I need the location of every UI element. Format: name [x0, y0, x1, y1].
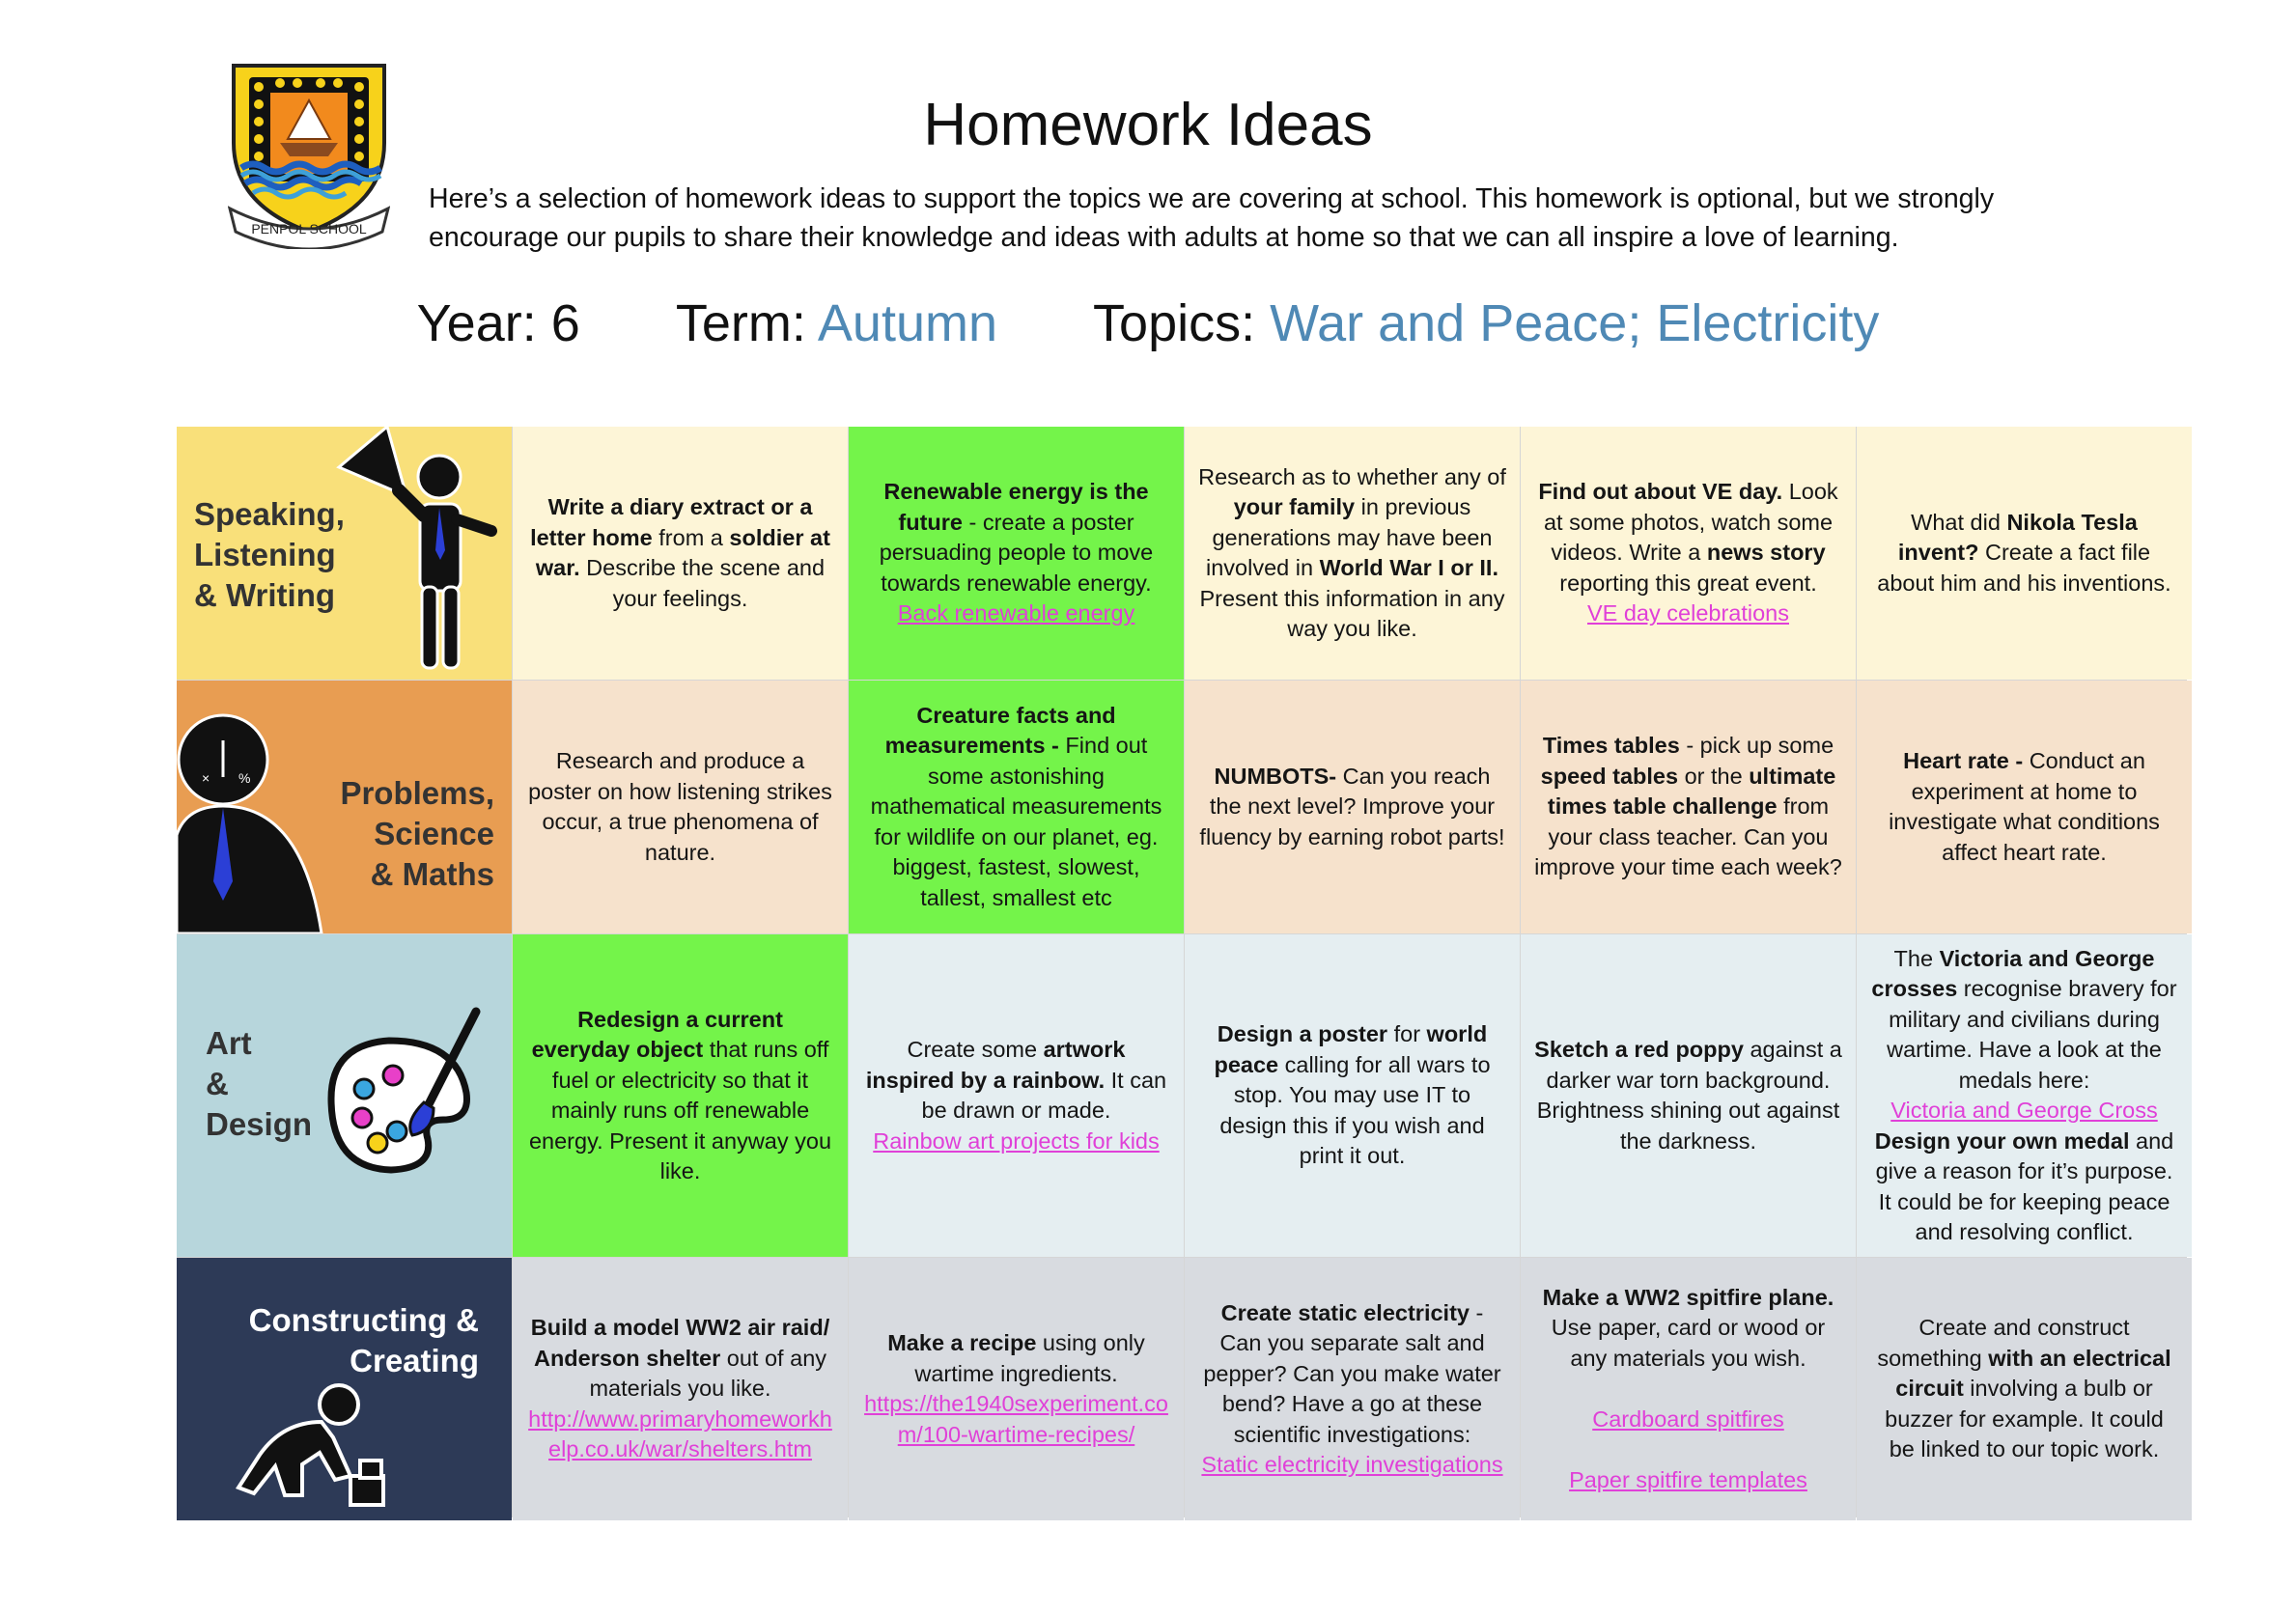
task-text [1870, 944, 2178, 1248]
task-cell [1857, 681, 2192, 933]
task-text-bold: Victoria and George crosses [1871, 945, 2155, 1001]
task-text-segment: and give a reason for it’s purpose. It could be for keeping peace and resolving conflict. [1875, 1127, 2174, 1244]
task-text-segment: Create and construct something [1877, 1315, 2130, 1371]
page-title: Homework Ideas [923, 92, 1373, 158]
task-text-bold: Heart rate - [1903, 748, 2024, 773]
task-text [1534, 1035, 1842, 1156]
svg-text:×: × [202, 770, 210, 786]
row-header-art [177, 934, 512, 1257]
row-header-constructing [177, 1258, 512, 1520]
task-text [1198, 462, 1506, 645]
task-text-segment: - Can you separate salt and pepper? Can you make water bend? Have a go at these scientific investigations: [1203, 1299, 1501, 1447]
task-text-segment: Create some [907, 1037, 1044, 1062]
task-text-segment: from a [652, 524, 730, 550]
task-text [1534, 477, 1842, 629]
intro-line-2: encourage our pupils to share their knowledge and ideas with adults at home so that we can all inspire a love of learning. [429, 222, 1899, 253]
term-value: Autumn [817, 294, 997, 352]
task-cell [513, 1258, 848, 1520]
row-header-problems [177, 681, 512, 933]
task-cell [1185, 1258, 1520, 1520]
task-text [1534, 731, 1842, 883]
resource-link[interactable]: Cardboard spitfires [1592, 1405, 1784, 1432]
task-cell [849, 681, 1184, 933]
task-text-bold: soldier at war. [535, 524, 830, 580]
thinking-person-icon [177, 700, 341, 933]
task-cell [513, 934, 848, 1257]
task-text-bold: Nikola Tesla invent? [1897, 509, 2138, 566]
task-text-segment: in previous generations may have been involved in [1206, 494, 1493, 580]
task-text-segment: using only wartime ingredients. [914, 1330, 1145, 1386]
resource-link[interactable]: VE day celebrations [1586, 600, 1789, 626]
task-text-bold: Design a poster [1217, 1021, 1388, 1047]
task-text-bold: Find out about VE day. [1538, 479, 1783, 505]
task-text-segment: The [1893, 945, 1940, 971]
task-text-segment: Research as to whether any of [1198, 463, 1506, 489]
year-label: Year: [416, 294, 537, 352]
task-text [862, 701, 1170, 914]
task-cell [849, 427, 1184, 680]
topics-value: War and Peace; Electricity [1270, 294, 1880, 352]
row-header-label: Speaking, Listening & Writing [194, 496, 345, 613]
task-text-segment: Describe the scene and your feelings. [579, 555, 826, 611]
task-text [526, 1005, 834, 1187]
task-text-bold: Redesign a current everyday object [531, 1006, 783, 1062]
task-cell [849, 1258, 1184, 1520]
term-label: Term: [675, 294, 806, 352]
task-text-bold: Build a model WW2 air raid/ Anderson shelter [530, 1315, 830, 1371]
task-text-bold: with an electrical circuit [1895, 1345, 2171, 1402]
task-cell [1185, 427, 1520, 680]
task-text [526, 1313, 834, 1465]
task-cell [1185, 681, 1520, 933]
task-text-segment: Look at some photos, watch some videos. Write a [1543, 479, 1838, 566]
crest-banner-text: PENPOL SCHOOL [251, 221, 367, 237]
resource-link[interactable]: Static electricity investigations [1201, 1452, 1503, 1477]
task-text-segment: for [1387, 1021, 1427, 1047]
task-cell [1857, 1258, 2192, 1520]
task-text-bold: Create static electricity [1220, 1299, 1470, 1325]
task-text [862, 477, 1170, 629]
task-text-segment: Find out some astonishing mathematical measurements for wildlife on our planet, eg. biggest, fastest, slowest, tallest, smallest etc [870, 733, 1162, 910]
year-value: 6 [550, 294, 580, 352]
task-text-bold: World War I or II. [1319, 555, 1498, 580]
intro-line-1: Here’s a selection of homework ideas to support the topics we are covering at school. This homework is optional, but we strongly [429, 183, 1995, 214]
task-text-bold: Write a diary extract or a letter home [530, 494, 813, 550]
task-text [526, 746, 834, 868]
task-text-bold: your family [1233, 494, 1356, 519]
row-header-label: Problems, Science & Maths [340, 775, 494, 892]
task-cell [1521, 934, 1856, 1257]
resource-link[interactable]: https://the1940sexperiment.com/100-wartime-recipes/ [864, 1391, 1168, 1447]
task-cell [513, 427, 848, 680]
task-text-bold: Make a recipe [887, 1330, 1037, 1355]
task-text-bold: Sketch a red poppy [1534, 1037, 1744, 1062]
task-text-segment: against a darker war torn background. Brightness shining out against the darkness. [1536, 1037, 1842, 1154]
task-text [1198, 762, 1506, 853]
task-cell [513, 681, 848, 933]
task-text-bold: Times tables [1542, 733, 1680, 759]
task-text [1870, 746, 2178, 868]
resource-link[interactable]: Paper spitfire templates [1569, 1466, 1807, 1492]
task-text-bold: Make a WW2 spitfire plane. [1542, 1284, 1834, 1310]
task-text-segment: reporting this great event. [1559, 570, 1817, 596]
task-text-bold: speed tables [1540, 763, 1679, 789]
task-text-segment: Can you reach the next level? Improve your fluency by earning robot parts! [1199, 763, 1505, 849]
intro-text [429, 180, 2128, 257]
task-text [526, 492, 834, 614]
resource-link[interactable]: http://www.primaryhomeworkhelp.co.uk/war/shelters.htm [528, 1405, 832, 1462]
topics-label: Topics: [1093, 294, 1256, 352]
task-text-segment: recognise bravery for military and civilians during wartime. Have a look at the medals here: [1887, 976, 2177, 1093]
task-text-segment: It can be drawn or made. [921, 1067, 1167, 1123]
task-text-segment: involving a bulb or buzzer for example. It could be linked to our topic work. [1885, 1376, 2164, 1462]
task-cell [1857, 934, 2192, 1257]
task-text-bold: news story [1706, 540, 1826, 566]
task-text-segment: that runs off fuel or electricity so that it mainly runs off renewable energy. Present it anyway you like. [528, 1037, 832, 1183]
task-text-segment: out of any materials you like. [589, 1345, 827, 1402]
task-text-segment: or the [1678, 763, 1750, 789]
task-text-segment: Use paper, card or wood or any materials you wish. [1551, 1315, 1826, 1371]
task-cell [849, 934, 1184, 1257]
megaphone-person-icon [331, 427, 512, 680]
resource-link[interactable]: Rainbow art projects for kids [873, 1127, 1160, 1154]
task-cell [1521, 427, 1856, 680]
task-text [1870, 508, 2178, 599]
task-text [862, 1035, 1170, 1156]
task-text [1198, 1019, 1506, 1172]
task-cell [1521, 1258, 1856, 1520]
row-header-label: Constructing & Creating [248, 1302, 479, 1378]
task-cell [1521, 681, 1856, 933]
resource-link[interactable]: Victoria and George Cross [1890, 1098, 2158, 1123]
task-text-segment: - pick up some [1679, 733, 1834, 759]
resource-link[interactable]: Back renewable energy [897, 600, 1135, 626]
task-cell [1185, 934, 1520, 1257]
task-text-segment: Research and produce a poster on how listening strikes occur, a true phenomena of nature. [528, 748, 832, 865]
building-blocks-person-icon [225, 1383, 399, 1513]
task-text-bold: ultimate times table challenge [1547, 763, 1836, 820]
task-text [1198, 1298, 1506, 1481]
task-text [1534, 1283, 1842, 1496]
task-text-segment: - create a poster persuading people to move towards renewable energy. [879, 509, 1154, 596]
task-text-segment: Present this information in any way you like. [1199, 585, 1505, 641]
task-text-segment: from your class teacher. Can you improve your time each week? [1534, 793, 1842, 880]
paint-palette-icon [322, 1006, 488, 1189]
task-cell [1857, 427, 2192, 680]
topic-meta [0, 290, 2296, 357]
task-text-segment: calling for all wars to stop. You may use IT to design this if you wish and print it out. [1219, 1051, 1491, 1169]
task-text [1870, 1313, 2178, 1465]
row-header-speaking [177, 427, 512, 680]
homework-grid [177, 427, 2187, 1517]
task-text [862, 1328, 1170, 1450]
task-text-segment: Conduct an experiment at home to investigate what conditions affect heart rate. [1889, 748, 2160, 865]
svg-text:%: % [238, 770, 251, 786]
task-text-bold: world peace [1214, 1021, 1488, 1077]
task-text-bold: Renewable energy is the future [883, 479, 1149, 535]
task-text-segment: What did [1911, 509, 2007, 535]
task-text-segment: Create a fact file about him and his inventions. [1877, 540, 2171, 596]
row-header-label: Art & Design [206, 1025, 313, 1142]
task-text-bold: artwork inspired by a rainbow. [865, 1037, 1126, 1093]
task-text-bold: Creature facts and measurements - [884, 702, 1116, 759]
task-text-bold: Design your own medal [1874, 1127, 2130, 1154]
task-text-bold: NUMBOTS- [1214, 763, 1337, 789]
